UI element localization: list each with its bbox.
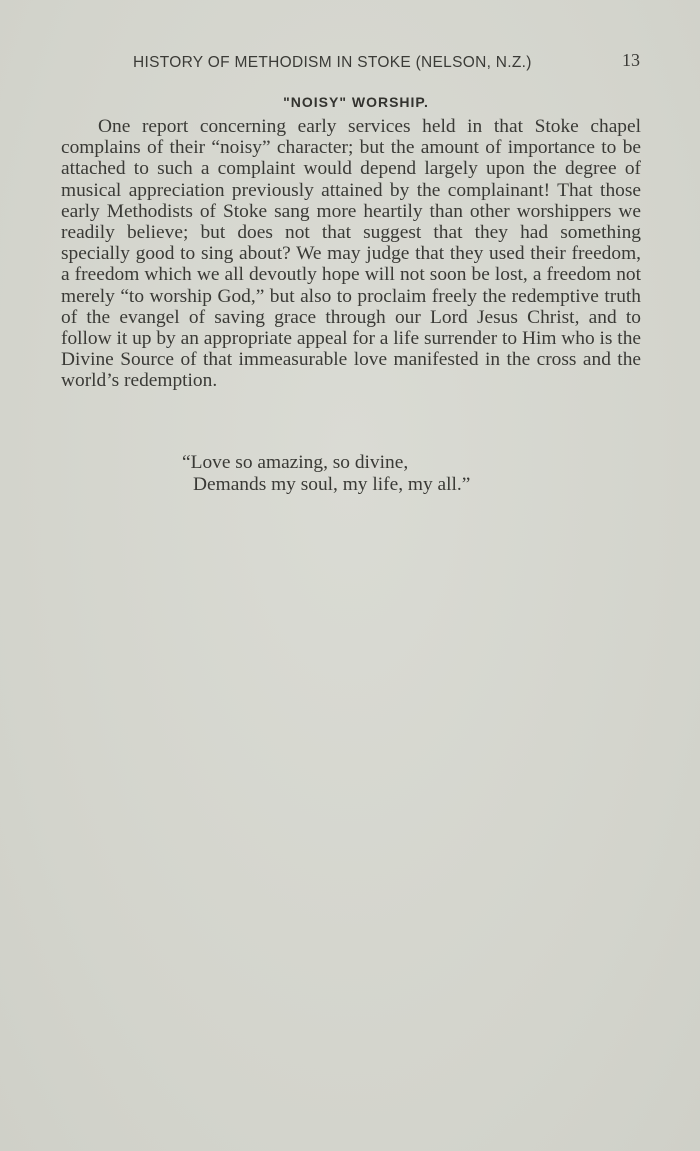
body-paragraph: One report concerning early services held in that Stoke chapel complains of their “noisy” character; but the amount of importance to be attached to such a complaint would depend largely upon the degree of musical appreciation previously attained by the complainant! That those early Methodists of Stoke sang more heartily than other worshippers we readily believe; but does not that suggest that they had something specially good to sing about? We may judge that they used their freedom, a freedom which we all devoutly hope will not soon be lost, a freedom not merely “to worship God,” but also to proclaim freely the redemptive truth of the evangel of saving grace through our Lord Jesus Christ, and to follow it up by an appropriate appeal for a life surrender to Him who is the Divine Source of that immeasurable love manifested in the cross and the world’s redemption. <box>61 116 641 392</box>
hymn-verse <box>182 452 470 496</box>
verse-line-1: “Love so amazing, so divine, <box>182 452 409 473</box>
page-number: 13 <box>622 50 640 70</box>
section-heading: "NOISY" WORSHIP. <box>283 94 429 110</box>
running-head-title: HISTORY OF METHODISM IN STOKE (NELSON, N.Z.) <box>133 54 532 71</box>
verse-line-2: Demands my soul, my life, my all.” <box>193 474 471 495</box>
